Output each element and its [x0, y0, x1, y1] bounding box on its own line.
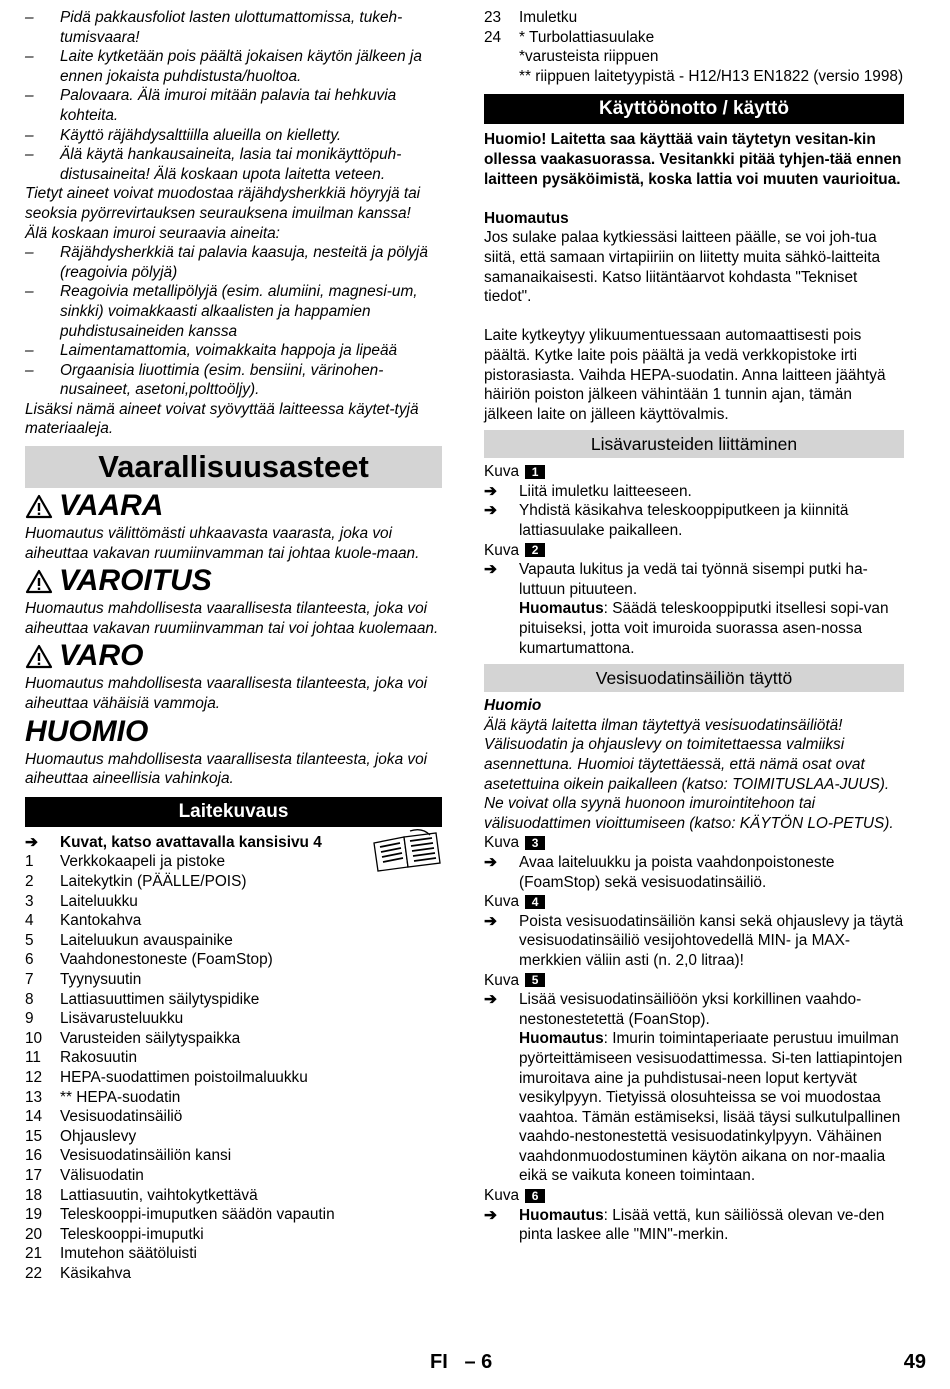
- hazard-description: Huomautus välittömästi uhkaavasta vaarasta, joka voi aiheuttaa vakavan ruumiinvamman tai johtaa kuole-maan.: [25, 525, 420, 562]
- device-description-heading: Laitekuvaus: [25, 797, 442, 827]
- step-item: ➔ Liitä imuletku laitteeseen.: [484, 482, 692, 500]
- list-item: 13 ** HEPA-suodatin: [25, 1088, 181, 1106]
- list-item: 23 Imuletku: [484, 9, 578, 26]
- hazard-label: HUOMIO: [25, 714, 149, 748]
- list-item: 14 Vesisuodatinsäiliö: [25, 1108, 183, 1126]
- never-vacuum-paragraph: Älä koskaan imuroi seuraavia aineita:: [25, 224, 280, 242]
- list-item: – Palovaara. Älä imuroi mitään palavia tai hehkuvia kohteita.: [25, 87, 397, 124]
- list-item: – Älä käytä hankausaineita, lasia tai monikäyttöpuh-distusaineita! Älä koskaan upota laitetta veteen.: [25, 146, 402, 183]
- spacer: [484, 189, 904, 209]
- figure-ref: Kuva 4: [484, 892, 904, 912]
- overheat-note: Laite kytkeytyy ylikuumentuessaan automaattisesti pois päältä. Kytke laite pois päältä ja vedä verkkopistoke irti pistorasiasta. Vaihda HEPA-suodatin. Anna laitteen jäähtyä häiriön poiston jälkeen vähintään 1 tunnin ajan, tämän jälkeen laite on jälleen käyttövalmis.: [484, 327, 886, 423]
- figure-number-badge: 6: [525, 1189, 545, 1203]
- list-item: – Laimentamattomia, voimakkaita happoja ja lipeää: [25, 342, 398, 360]
- footer-page-number: 49: [903, 1351, 926, 1373]
- figure-number-badge: 5: [525, 973, 545, 987]
- hazard-huomio: [25, 714, 442, 789]
- warning-triangle-icon: [25, 644, 53, 669]
- figure-ref: Kuva 3: [484, 833, 904, 853]
- water-filter-heading: Vesisuodatinsäiliön täyttö: [484, 664, 904, 692]
- list-item: 21 Imutehon säätöluisti: [25, 1245, 197, 1263]
- hazard-description: Huomautus mahdollisesta vaarallisesta tilanteesta, joka voi aiheuttaa vakavan ruumiinvamman tai voi johtaa kuolemaan.: [25, 600, 439, 637]
- list-item: – Reagoivia metallipölyjä (esim. alumiini, magnesi-um, sinkki) voimakkaasti alkaalisten ja happamien puhdistusaineiden kanssa: [25, 283, 418, 340]
- list-item: – Käyttö räjähdysalttiilla alueilla on kielletty.: [25, 126, 342, 144]
- list-item: 5 Laiteluukun avauspainike: [25, 931, 233, 949]
- hazard-vaara: [25, 488, 442, 563]
- figure-ref: Kuva 6: [484, 1186, 904, 1206]
- list-item: 15 Ohjauslevy: [25, 1127, 137, 1145]
- list-item: – Laite kytketään pois päältä jokaisen käytön jälkeen ja ennen jokaista puhdistusta/huoltoa.: [25, 48, 422, 85]
- hazard-description: Huomautus mahdollisesta vaarallisesta tilanteesta, joka voi aiheuttaa aineellisia vahinkoja.: [25, 750, 428, 788]
- list-item: 10 Varusteiden säilytyspaikka: [25, 1029, 241, 1047]
- list-item: 24 * Turbolattiasuulake: [484, 28, 655, 46]
- startup-heading: Käyttöönotto / käyttö: [484, 94, 904, 124]
- figures-note-row: [25, 833, 442, 853]
- hazard-varoitus: [25, 563, 442, 638]
- substances-list: [25, 243, 442, 400]
- footer-language-page: FI – 6: [430, 1351, 493, 1373]
- list-item: 4 Kantokahva: [25, 912, 142, 930]
- corrosion-paragraph: Lisäksi nämä aineet voivat syövyttää laitteessa käytet-tyjä materiaaleja.: [25, 400, 419, 438]
- figures-note: ➔ Kuvat, katso avattavalla kansisivu 4: [25, 833, 322, 851]
- list-item: 20 Teleskooppi-imuputki: [25, 1225, 204, 1243]
- parts-list: [25, 852, 442, 1283]
- explosive-vapors-paragraph: Tietyt aineet voivat muodostaa räjähdysherkkiä höyryjä tai seoksia pyörrevirtauksen seurauksena imuilman kanssa!: [25, 185, 421, 222]
- footnote: ** riippuen laitetyypistä - H12/H13 EN1822 (versio 1998): [519, 67, 904, 85]
- footnote: *varusteista riippuen: [519, 48, 659, 66]
- warning-triangle-icon: [25, 494, 53, 519]
- figure-number-badge: 2: [525, 543, 545, 557]
- list-item: – Räjähdysherkkiä tai palavia kaasuja, nesteitä ja pölyjä (reagoivia pölyjä): [25, 244, 428, 281]
- list-item: 12 HEPA-suodattimen poistoilmaluukku: [25, 1068, 308, 1086]
- list-item: 17 Välisuodatin: [25, 1166, 144, 1184]
- figure-ref: Kuva 5: [484, 971, 904, 991]
- figure-ref: Kuva 2: [484, 541, 904, 561]
- hazard-levels-heading: Vaarallisuusasteet: [25, 446, 442, 488]
- list-item: 16 Vesisuodatinsäiliön kansi: [25, 1147, 232, 1165]
- list-item: 7 Tyynysuutin: [25, 970, 142, 988]
- hazard-label: VARO: [25, 638, 442, 674]
- accessories-heading: Lisävarusteiden liittäminen: [484, 430, 904, 458]
- step-note: Huomautus: Säädä teleskooppiputki itsellesi sopi-van pituiseksi, jotta voit imuroida suorassa asen-nossa kumartumattona.: [519, 600, 889, 657]
- step-item: ➔ Lisää vesisuodatinsäiliöön yksi korkillinen vaahdo-nestonestetettä (FoanStop).: [484, 991, 862, 1028]
- list-item: 1 Verkkokaapeli ja pistoke: [25, 853, 226, 871]
- spacer: [484, 307, 904, 327]
- hazard-description: Huomautus mahdollisesta vaarallisesta tilanteesta, joka voi aiheuttaa vähäisiä vammoja.: [25, 675, 428, 713]
- figure-number-badge: 1: [525, 465, 545, 479]
- list-item: 6 Vaahdonestoneste (FoamStop): [25, 951, 273, 969]
- hazard-varo: [25, 638, 442, 713]
- step-item: ➔ Poista vesisuodatinsäiliön kansi sekä ohjauslevy ja täytä vesisuodatinsäiliö vesijohtovedellä MIN- ja MAX-merkkien väliin asti (n. 2,0 litraa)!: [484, 912, 904, 969]
- figure-number-badge: 3: [525, 836, 545, 850]
- huomio-heading: Huomio: [484, 697, 542, 715]
- note-heading: Huomautus: [484, 209, 569, 227]
- step-item: ➔ Yhdistä käsikahva teleskooppiputkeen ja kiinnitä lattiasuulake paikalleen.: [484, 502, 849, 540]
- intro-list: [25, 8, 442, 184]
- fill-warning: Älä käytä laitetta ilman täytettyä vesisuodatinsäiliötä! Välisuodatin ja ohjauslevy on toimitettaessa valmiiksi asennettuna. Huomioi täytettäessä, että nämä osat ovat asetettuina oikein paikalleen (katso: TOIMITUSLAA-JUUS). Ne voivat olla syynä huonoon imurointitehoon tai välisuodattimen vioittumiseen (katso: KÄYTÖN LO-PETUS).: [484, 716, 894, 832]
- startup-warning: Huomio! Laitetta saa käyttää vain täytetyn vesitan-kin ollessa vaakasuorassa. Vesitankki pitää tyhjen-tää ennen laitteen pysäköimistä, koska lattia voi muuten vaurioitua.: [484, 131, 902, 188]
- hazard-label: VAARA: [25, 488, 442, 524]
- figure-ref: Kuva 1: [484, 462, 904, 482]
- warning-triangle-icon: [25, 569, 53, 594]
- left-column: [25, 8, 442, 1283]
- list-item: 2 Laitekytkin (PÄÄLLE/POIS): [25, 873, 247, 890]
- parts-list-continued: [484, 8, 904, 86]
- right-column: [484, 8, 904, 1245]
- fuse-note: Jos sulake palaa kytkiessäsi laitteen päälle, se voi joh-tua siitä, että samaan virtapiiriin on liitetty muita sähkö-laitteita samanaikaisesti. Katso liitäntäarvot kohdasta "Tekniset tiedot".: [484, 229, 881, 306]
- list-item: – Orgaanisia liuottimia (esim. bensiini, värinohen-nusaineet, asetoni,polttoöljy).: [25, 361, 384, 399]
- list-item: 3 Laiteluukku: [25, 892, 138, 910]
- list-item: 8 Lattiasuuttimen säilytyspidike: [25, 990, 260, 1008]
- figure-number-badge: 4: [525, 895, 545, 909]
- list-item: 18 Lattiasuutin, vaihtokytkettävä: [25, 1186, 258, 1204]
- step-note: Huomautus: Imurin toimintaperiaate perustuu imuilman pyörteittämiseen vesisuodattimessa. Si-ten lattiapintojen imuroitava aine ja puhdistusai-neen loput kertyvät vesikylpyyn. Tietyissä olosuhteissa se voi muodostaa vaahtoa. Tämän estämiseksi, lisää täysi sulkutulpallinen vaahdo-nestonestettä vesisuodatinkylpyyn. Vähäinen vaahdonmuodostuminen käytön aikana on nor-maalia eikä se vaikuta koneen toimintaan.: [519, 1030, 903, 1185]
- list-item: – Pidä pakkausfoliot lasten ulottumattomissa, tukeh-tumisvaara!: [25, 9, 403, 46]
- list-item: 11 Rakosuutin: [25, 1049, 137, 1067]
- hazard-label: VAROITUS: [25, 563, 442, 599]
- list-item: 19 Teleskooppi-imuputken säädön vapautin: [25, 1206, 335, 1224]
- step-item: ➔ Vapauta lukitus ja vedä tai työnnä sisempi putki ha-luttuun pituuteen.: [484, 561, 868, 598]
- list-item: 9 Lisävarusteluukku: [25, 1010, 184, 1028]
- step-item: ➔ Huomautus: Lisää vettä, kun säiliössä olevan ve-den pinta laskee alle "MIN"-merkin.: [484, 1206, 885, 1244]
- step-item: ➔ Avaa laiteluukku ja poista vaahdonpoistoneste (FoamStop) sekä vesisuodatinsäiliö.: [484, 853, 835, 891]
- list-item: 22 Käsikahva: [25, 1264, 132, 1282]
